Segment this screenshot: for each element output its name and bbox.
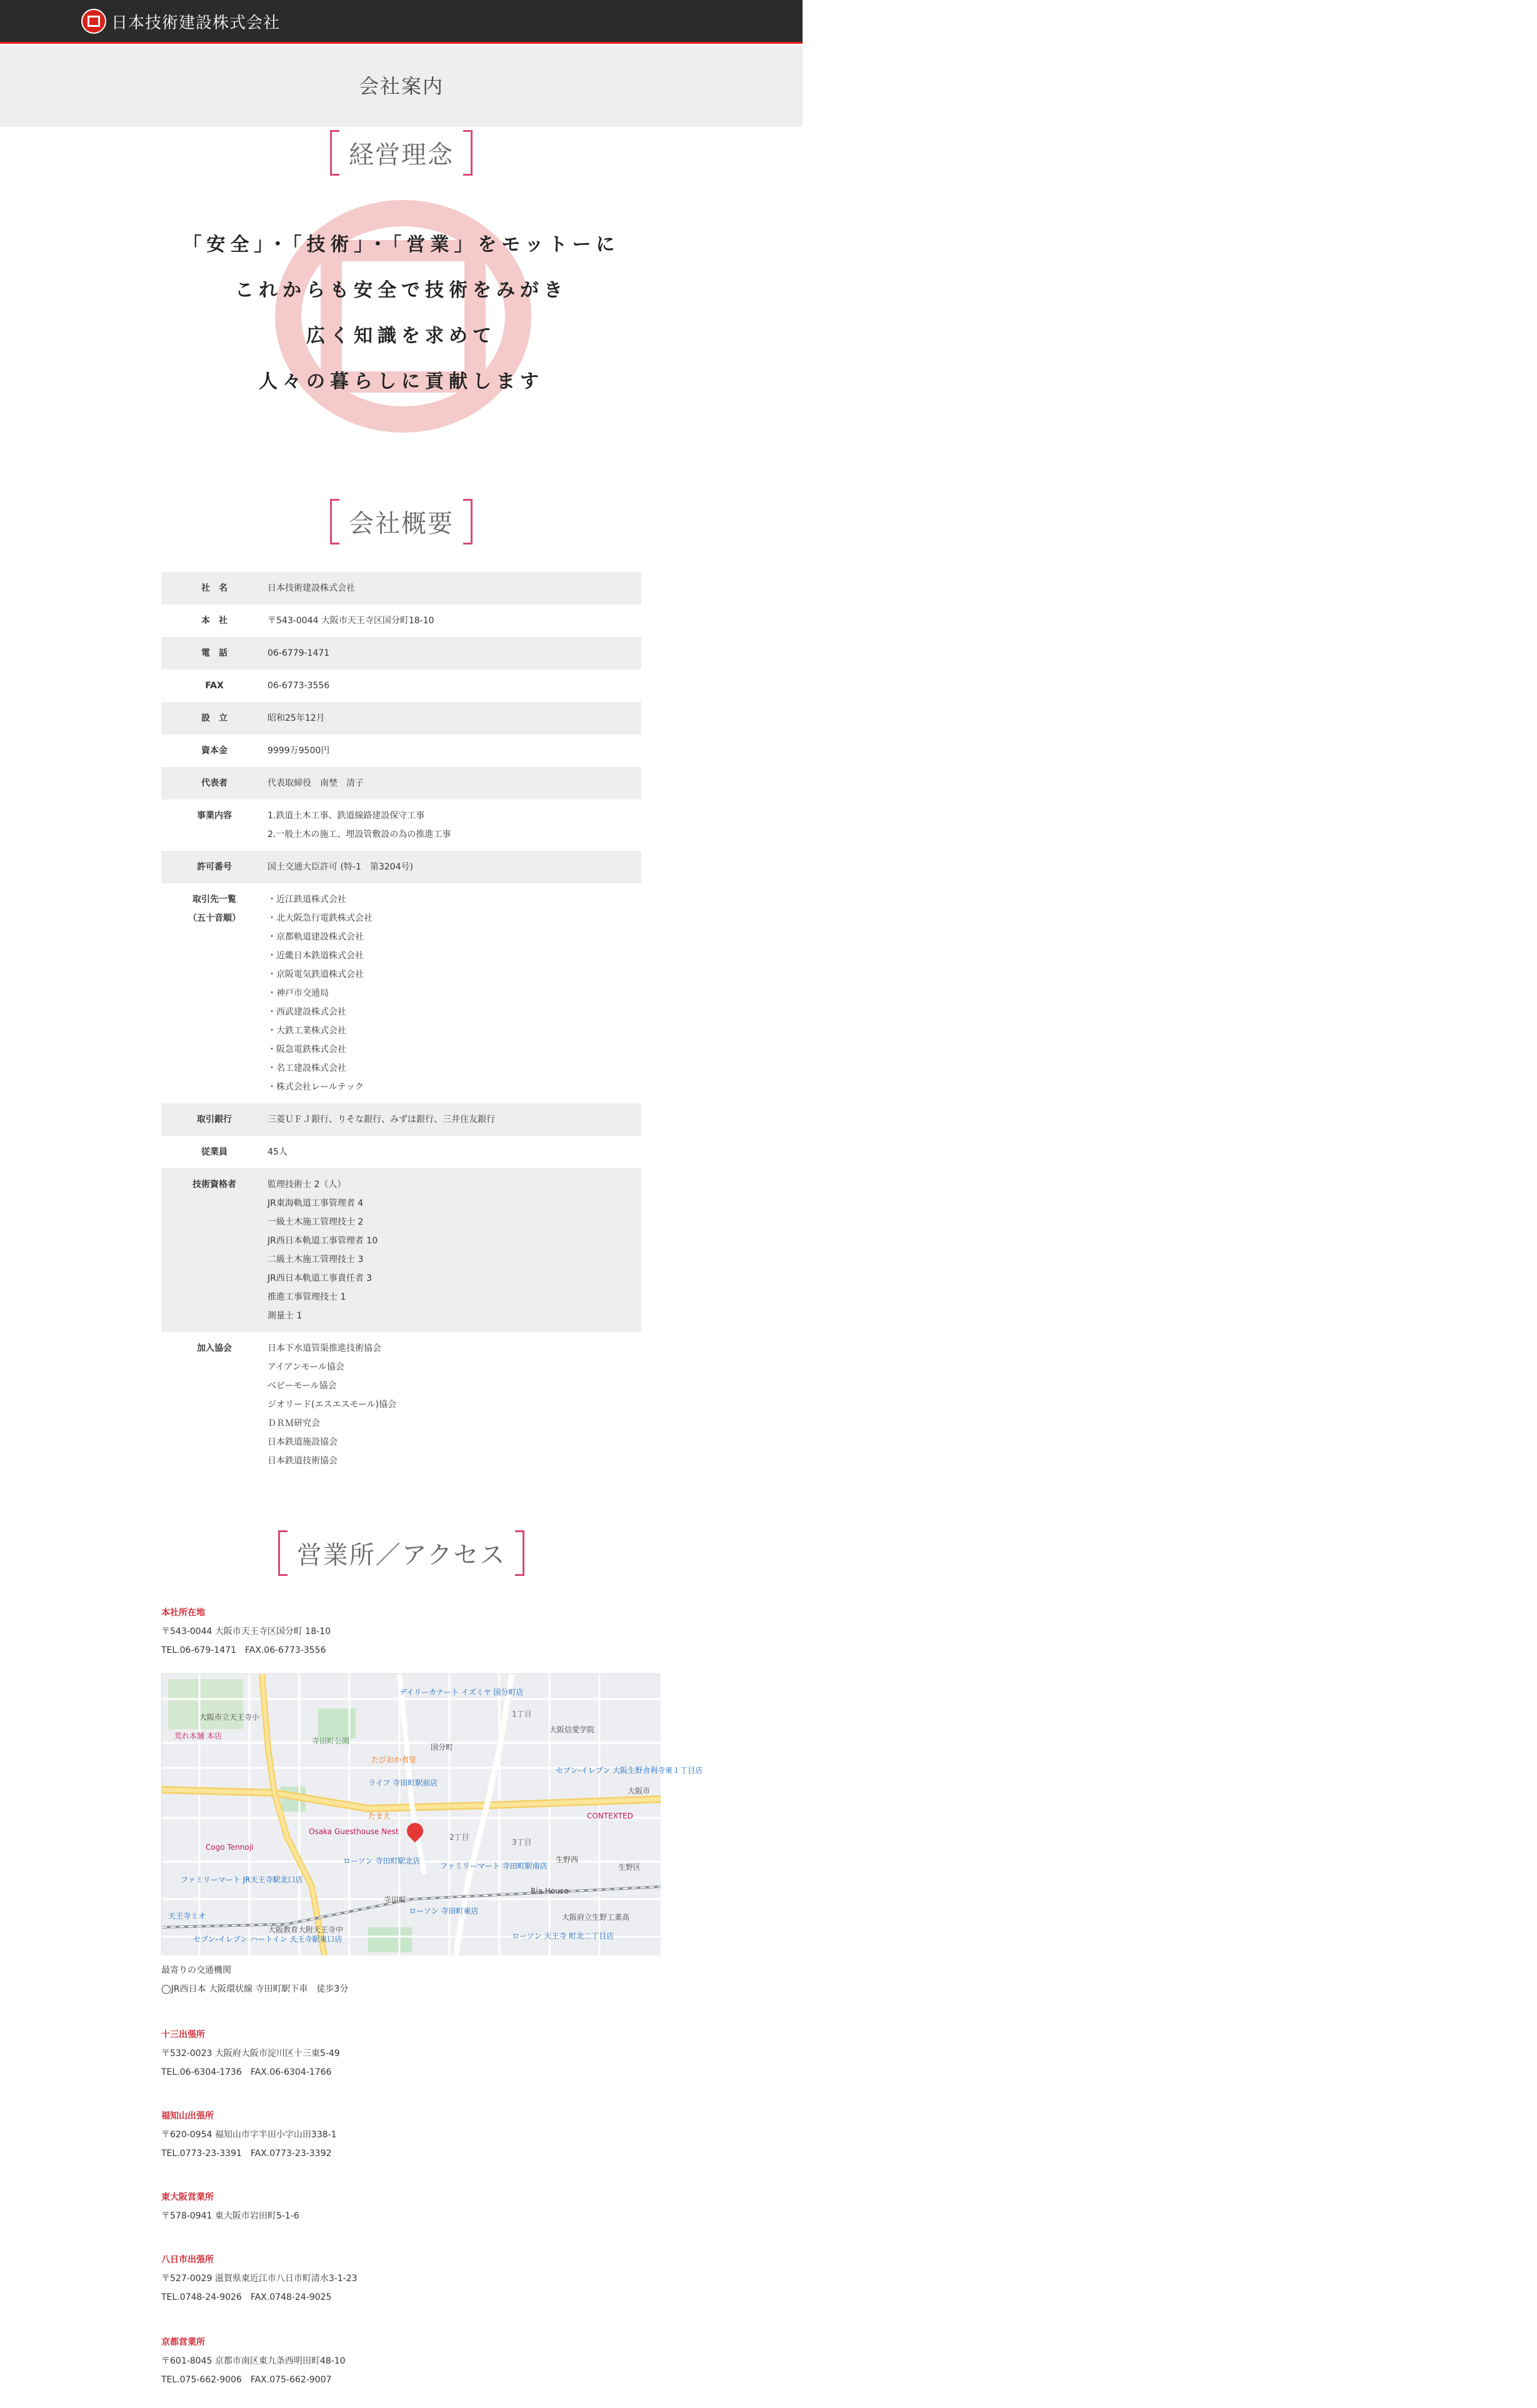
company-row-value-line: 2.一般土木の施工、埋設管敷設の為の推進工事 <box>268 830 451 840</box>
company-row-label <box>161 605 268 637</box>
company-row-value-line: 二級土木施工管理技士 3 <box>268 1255 364 1265</box>
company-row-value-line: ・京阪電気鉄道株式会社 <box>268 970 364 980</box>
company-heading-wrap <box>0 499 803 544</box>
map-label: 荒れ本舗 本店 <box>174 1732 222 1740</box>
company-row-value-line: ・西武建設株式会社 <box>268 1007 346 1017</box>
company-table-row <box>161 1168 641 1332</box>
company-row-value <box>268 1136 641 1168</box>
map-label: 生野区 <box>618 1863 641 1872</box>
site-header <box>0 0 1534 44</box>
transport-label: 最寄りの交通機関 <box>161 1965 231 1975</box>
company-row-label <box>161 767 268 800</box>
company-row-value-line: 測量士 1 <box>268 1311 303 1321</box>
company-row-value-line: 日本鉄道技術協会 <box>268 1456 338 1466</box>
company-row-value-line: 06-6773-3556 <box>268 681 330 691</box>
logo-mark-icon <box>81 9 106 34</box>
company-row-label-text: 事業内容 <box>197 811 232 821</box>
company-table-row <box>161 767 641 800</box>
map-label: 大阪市 <box>628 1787 651 1795</box>
office-name: 京都営業所 <box>161 2337 205 2347</box>
company-row-label <box>161 637 268 670</box>
map-label: たまえ <box>368 1812 391 1820</box>
company-table-row <box>161 851 641 883</box>
office-block <box>161 2250 358 2307</box>
company-row-value-line: ・大鉄工業株式会社 <box>268 1026 346 1036</box>
company-row-label-text: 本 社 <box>201 616 228 626</box>
company-table-row <box>161 1103 641 1136</box>
office-address: 〒578-0941 東大阪市岩田町5-1-6 <box>161 2211 299 2221</box>
office-block <box>161 2333 346 2389</box>
company-row-value-line: ＤＲＭ研究会 <box>268 1418 320 1428</box>
company-row-value <box>268 735 641 767</box>
company-table-row <box>161 702 641 735</box>
transport-line: ◯JR西日本 大阪環状線 寺田町駅下車 徒歩3分 <box>161 1984 349 1994</box>
company-row-label-text: 設 立 <box>201 713 228 723</box>
company-row-label <box>161 851 268 883</box>
company-row-label-text: 電 話 <box>201 648 228 658</box>
office-block <box>161 2107 337 2163</box>
company-row-value-line: 一級土木施工管理技士 2 <box>268 1217 364 1227</box>
map-label: 大阪市立天王寺小 <box>199 1713 260 1722</box>
company-heading: 会社概要 <box>330 499 473 544</box>
company-row-value-line: 監理技術士 2（人） <box>268 1180 346 1190</box>
company-row-value-line: ジオリード(エスエスモール)協会 <box>268 1400 397 1410</box>
company-table-row <box>161 605 641 637</box>
company-row-value-line: 日本鉄道施設協会 <box>268 1437 338 1447</box>
company-table-row <box>161 883 641 1103</box>
company-row-value-line: 三菱ＵＦＪ銀行、りそな銀行、みずほ銀行、三井住友銀行 <box>268 1115 495 1125</box>
office-tel: TEL.075-662-9006 FAX.075-662-9007 <box>161 2375 332 2385</box>
company-row-value-line: ・神戸市交通局 <box>268 988 329 998</box>
company-row-label-text: 資本金 <box>201 746 228 756</box>
company-row-value <box>268 605 641 637</box>
map-label: 2丁目 <box>449 1833 469 1842</box>
company-row-value-line: JR西日本軌道工事管理者 10 <box>268 1236 378 1246</box>
office-tel: TEL.06-6304-1736 FAX.06-6304-1766 <box>161 2067 332 2077</box>
company-row-value <box>268 1103 641 1136</box>
company-table-row <box>161 1332 641 1477</box>
company-row-value <box>268 572 641 605</box>
office-address: 〒532-0023 大阪府大阪市淀川区十三東5-49 <box>161 2049 340 2059</box>
company-row-label-text: FAX <box>205 681 224 691</box>
philosophy-line: これからも安全で技術をみがき <box>235 279 568 301</box>
office-address: 〒601-8045 京都市南区東九条西明田町48-10 <box>161 2356 346 2366</box>
map-label: 天王寺ミオ <box>168 1912 206 1920</box>
company-row-label <box>161 883 268 1103</box>
office-address: 〒527-0029 滋賀県東近江市八日市町清水3-1-23 <box>161 2274 358 2284</box>
company-row-value <box>268 883 641 1103</box>
office-address: 〒543-0044 大阪市天王寺区国分町 18-10 <box>161 1627 331 1637</box>
company-row-label <box>161 735 268 767</box>
company-row-value-line: 日本下水道管渠推進技術協会 <box>268 1343 381 1353</box>
company-row-label <box>161 702 268 735</box>
office-tel: TEL.0773-23-3391 FAX.0773-23-3392 <box>161 2149 332 2159</box>
philosophy-line: 人々の暮らしに貢献します <box>259 371 544 393</box>
map-label: ローソン 天王寺 町北二丁目店 <box>512 1932 614 1940</box>
company-row-value-line: アイアンモール協会 <box>268 1362 344 1372</box>
company-row-value-line: ・北大阪急行電鉄株式会社 <box>268 913 373 923</box>
map-label: 大阪信愛学院 <box>549 1725 595 1734</box>
company-row-value-line: ・阪急電鉄株式会社 <box>268 1045 346 1055</box>
company-row-value-line: 〒543-0044 大阪市天王寺区国分町18-10 <box>268 616 434 626</box>
office-block <box>161 2025 340 2082</box>
company-row-label-text: 取引先一覧 （五十音順） <box>188 895 241 923</box>
company-row-value <box>268 1332 641 1477</box>
access-heading: 営業所／アクセス <box>278 1530 525 1576</box>
company-logo[interactable] <box>81 9 280 34</box>
company-table-row <box>161 572 641 605</box>
company-row-label <box>161 1332 268 1477</box>
logo-text: 日本技術建設株式会社 <box>111 13 281 33</box>
company-row-label-text: 取引銀行 <box>197 1115 232 1125</box>
office-name: 八日市出張所 <box>161 2255 214 2265</box>
office-tel: TEL.06-679-1471 FAX.06-6773-3556 <box>161 1645 326 1655</box>
company-table-row <box>161 800 641 851</box>
office-tel: TEL.0748-24-9026 FAX.0748-24-9025 <box>161 2292 332 2302</box>
nav-home[interactable]: HOME <box>1201 16 1229 28</box>
office-name: 本社所在地 <box>161 1608 205 1618</box>
office-name: 十三出張所 <box>161 2030 205 2040</box>
map-label: ローソン 寺田町東店 <box>409 1907 479 1915</box>
map-label: CONTEXTED <box>587 1812 633 1820</box>
access-heading-wrap <box>0 1530 803 1576</box>
map-label: セブン-イレブン ハートイン 天王寺駅東口店 <box>193 1935 343 1944</box>
map-label: 寺田町 <box>384 1895 407 1904</box>
nav-business[interactable]: 事業案内 <box>1381 16 1419 28</box>
company-row-value-line: 推進工事管理技士 1 <box>268 1292 346 1302</box>
company-row-value-line: 国土交通大臣許可 (特-1 第3204号) <box>268 862 413 872</box>
map-label: たびおか食堂 <box>371 1755 417 1764</box>
company-row-value-line: 1.鉄道土木工事、鉄道線路建設保守工事 <box>268 811 425 821</box>
access-map[interactable] <box>161 1673 703 1955</box>
map-label: 3丁目 <box>512 1838 532 1847</box>
company-row-value-line: ・名工建設株式会社 <box>268 1063 346 1073</box>
company-row-label <box>161 670 268 702</box>
transport-info <box>161 1961 348 1999</box>
office-name: 東大阪営業所 <box>161 2192 214 2202</box>
company-row-label-text: 従業員 <box>201 1147 228 1157</box>
company-row-value <box>268 800 641 851</box>
map-label: デイリーカナート イズミヤ 国分町店 <box>399 1688 524 1697</box>
map-label: ローソン 寺田町駅北店 <box>343 1857 421 1865</box>
map-label: 国分町 <box>431 1743 454 1752</box>
philosophy-line: 「安全」・「技術」・「営業」をモットーに <box>183 234 620 256</box>
company-row-value-line: 日本技術建設株式会社 <box>268 583 355 593</box>
company-row-label-text: 技術資格者 <box>193 1180 236 1190</box>
company-row-value <box>268 767 641 800</box>
company-row-value <box>268 1168 641 1332</box>
company-row-label <box>161 1168 268 1332</box>
map-label: セブン-イレブン 大阪生野舎利寺東１丁目店 <box>556 1766 703 1775</box>
map-label: 生野西 <box>556 1855 579 1864</box>
company-row-label <box>161 1136 268 1168</box>
company-row-label-text: 許可番号 <box>197 862 232 872</box>
company-row-value <box>268 702 641 735</box>
company-row-value-line: 昭和25年12月 <box>268 713 325 723</box>
office-address: 〒620-0954 福知山市字半田小字山田338-1 <box>161 2130 337 2140</box>
company-row-value <box>268 851 641 883</box>
company-row-label <box>161 800 268 851</box>
company-row-value-line: ・近畿日本鉄道株式会社 <box>268 951 364 961</box>
map-label: 寺田町公園 <box>312 1737 350 1745</box>
company-row-value-line: 45人 <box>268 1147 288 1157</box>
philosophy-line: 広く知識を求めて <box>306 325 496 347</box>
company-row-value-line: JR西日本軌道工事責任者 3 <box>268 1273 373 1283</box>
company-table-row <box>161 1136 641 1168</box>
map-label: ファミリーマート JR天王寺駅北口店 <box>181 1875 303 1884</box>
company-table-row <box>161 735 641 767</box>
page-title: 会社案内 <box>358 74 444 98</box>
company-row-label-text: 加入協会 <box>197 1343 232 1353</box>
company-row-value-line: JR東海軌道工事管理者 4 <box>268 1198 364 1208</box>
company-row-value-line: ・株式会社レールテック <box>268 1082 364 1092</box>
philosophy-heading-wrap <box>0 130 803 176</box>
nav-company[interactable]: 会社概要 <box>1284 16 1323 28</box>
map-label: 大阪府立生野工業高 <box>562 1913 630 1922</box>
company-row-value-line: 9999万9500円 <box>268 746 330 756</box>
nav-contact[interactable]: お問い合わせ <box>1477 16 1534 28</box>
philosophy-text <box>0 222 803 404</box>
company-row-value-line: 06-6779-1471 <box>268 648 330 658</box>
map-label: Osaka Guesthouse Nest <box>309 1827 399 1836</box>
company-table-row <box>161 670 641 702</box>
company-row-value-line: ・近江鉄道株式会社 <box>268 895 346 905</box>
company-row-value-line: ベビーモール協会 <box>268 1381 337 1391</box>
office-block <box>161 2188 299 2225</box>
philosophy-heading: 経営理念 <box>330 130 473 176</box>
page-title-band <box>0 46 803 127</box>
map-label: ライフ 寺田町駅前店 <box>368 1778 438 1787</box>
company-row-value-line: 代表取締役 南埜 清子 <box>268 778 364 788</box>
map-label: 1丁目 <box>512 1710 532 1718</box>
office-name: 福知山出張所 <box>161 2111 214 2121</box>
company-overview-table <box>161 572 641 1477</box>
company-row-label-text: 社 名 <box>201 583 228 593</box>
company-row-label <box>161 572 268 605</box>
company-row-label <box>161 1103 268 1136</box>
company-row-value <box>268 637 641 670</box>
head-office <box>161 1603 331 1660</box>
map-label: Ria House <box>531 1887 569 1895</box>
company-table-row <box>161 637 641 670</box>
map-label: ファミリーマート 寺田町駅南店 <box>440 1862 548 1870</box>
company-row-value-line: ・京都軌道建設株式会社 <box>268 932 364 942</box>
map-label: 大阪教育大附天王寺中 <box>268 1925 344 1934</box>
map-label: Cogo Tennoji <box>206 1843 254 1852</box>
company-row-value <box>268 670 641 702</box>
company-row-label-text: 代表者 <box>201 778 228 788</box>
